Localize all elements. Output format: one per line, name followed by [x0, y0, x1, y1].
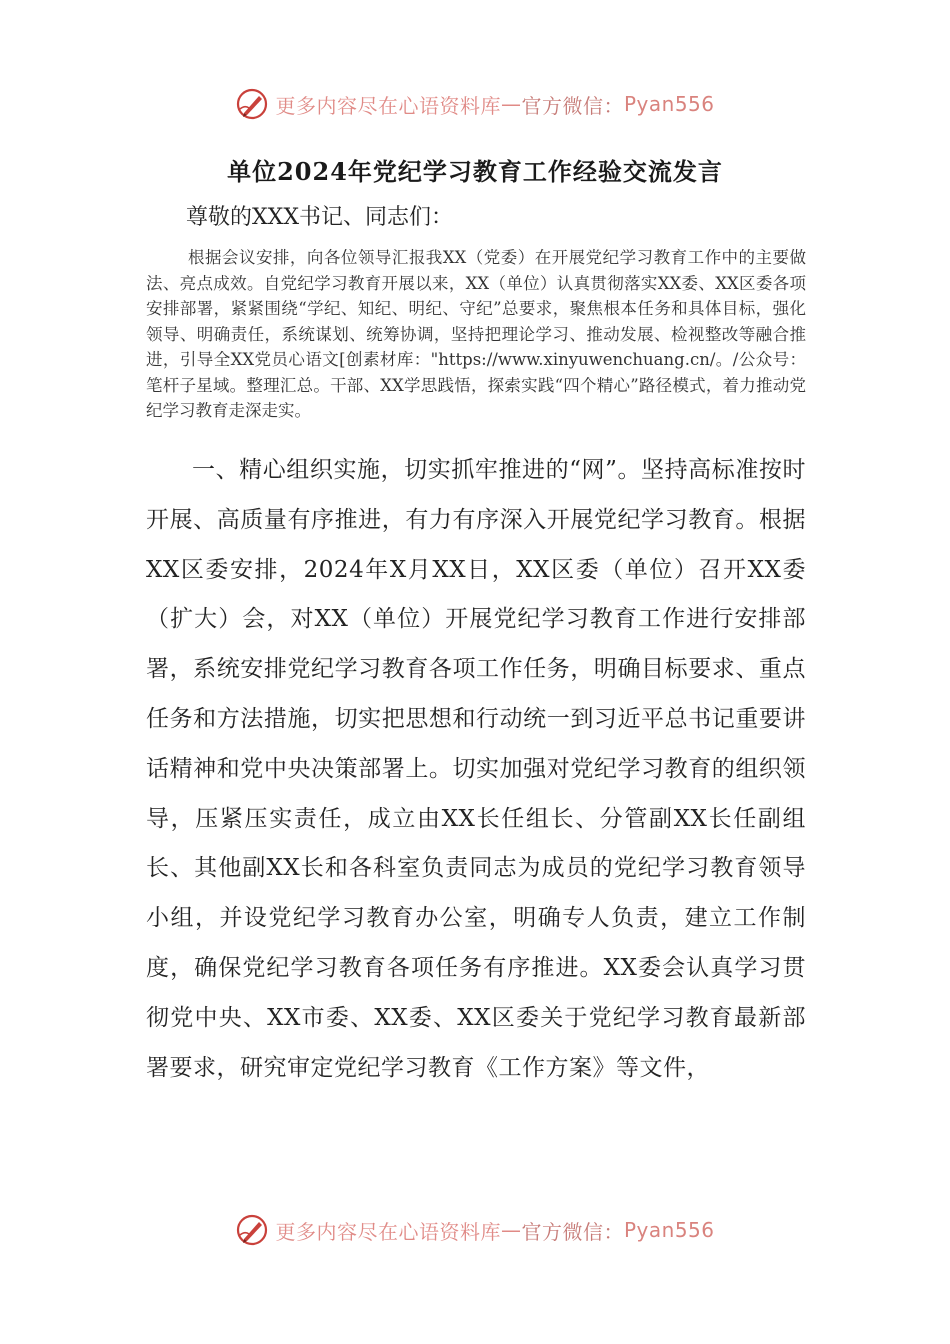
pen-logo-icon [235, 1213, 269, 1247]
section-one-paragraph: 一、精心组织实施，切实抓牢推进的“网”。坚持高标准按时开展、高质量有序推进，有力有序深入开展党纪学习教育。根据XX区委安排，2024年X月XX日，XX区委（单位）召开XX委（扩大）会，对XX（单位）开展党纪学习教育工作进行安排部署，系统安排党纪学习教育各项工作任务，明确目标要求、重点任务和方法措施，切实把思想和行动统一到习近平总书记重要讲话精神和党中央决策部署上。切实加强对党纪学习教育的组织领导，压紧压实责任，成立由XX长任组长、分管副XX长任副组长、其他副XX长和各科室负责同志为成员的党纪学习教育领导小组，并设党纪学习教育办公室，明确专人负责，建立工作制度，确保党纪学习教育各项任务有序推进。XX委会认真学习贯彻党中央、XX市委、XX委、XX区委关于党纪学习教育最新部署要求，研究审定党纪学习教育《工作方案》等文件， [146, 457, 806, 1081]
watermark-sub-text: 官方微信： [521, 93, 624, 118]
watermark-dash: — [500, 1218, 522, 1242]
salutation: 尊敬的XXX书记、同志们： [186, 205, 453, 230]
document-title: 单位2024年党纪学习教育工作经验交流发言 [227, 157, 723, 186]
watermark-dash: — [500, 92, 522, 116]
watermark-footer [0, 1210, 950, 1250]
pen-logo-icon [235, 87, 269, 121]
intro-paragraph: 根据会议安排，向各位领导汇报我XX（党委）在开展党纪学习教育工作中的主要做法、亮点成效。自党纪学习教育开展以来，XX（单位）认真贯彻落实XX委、XX区委各项安排部署，紧紧围绕“学纪、知纪、明纪、守纪”总要求，聚焦根本任务和具体目标，强化领导、明确责任，系统谋划、统筹协调，坚持把理论学习、推动发展、检视整改等融合推进，引导全XX党员心语文[创素材库："https://www.xinyuwenchuang.cn/。/公众号：笔杆子星域。整理汇总。干部、XX学思践悟，探索实践“四个精心”路径模式，着力推动党纪学习教育走深走实。 [146, 248, 806, 420]
watermark-main-text: 更多内容尽在心语资料库 [275, 1219, 501, 1244]
watermark-sub-text: 官方微信： [521, 1219, 624, 1244]
watermark-wechat-id: Pyan556 [623, 92, 715, 116]
watermark-wechat-id: Pyan556 [623, 1218, 715, 1242]
watermark-main-text: 更多内容尽在心语资料库 [275, 93, 501, 118]
watermark-header [0, 84, 950, 124]
